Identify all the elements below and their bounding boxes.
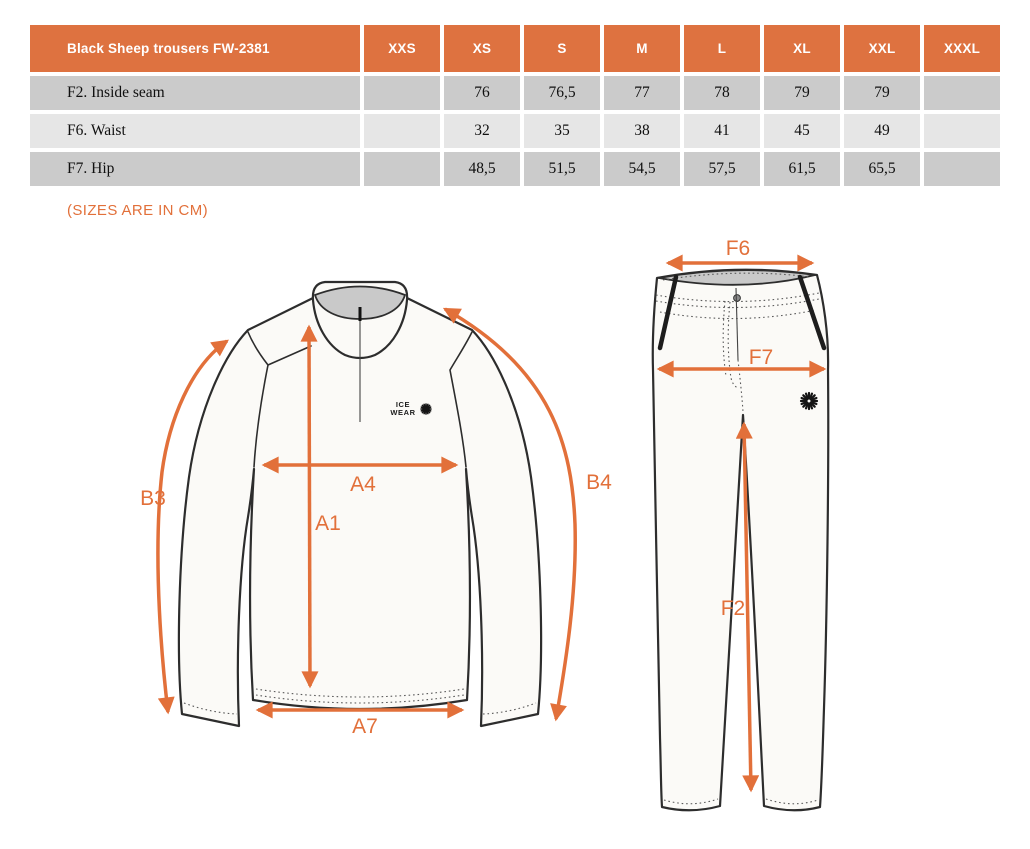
cell-value: 48,5 bbox=[444, 152, 520, 186]
cell-value: 51,5 bbox=[524, 152, 600, 186]
b3-label: B3 bbox=[140, 487, 166, 510]
sweater-measurement-diagram bbox=[135, 262, 630, 749]
logo-line-1: ICE bbox=[395, 400, 411, 409]
a7-label: A7 bbox=[352, 715, 378, 738]
cell-value: 76,5 bbox=[524, 76, 600, 110]
size-header-m: M bbox=[604, 25, 680, 72]
size-header-l: L bbox=[684, 25, 760, 72]
cell-value bbox=[924, 76, 1000, 110]
cell-value: 54,5 bbox=[604, 152, 680, 186]
cell-value bbox=[924, 114, 1000, 148]
f6-label: F6 bbox=[725, 237, 751, 260]
size-header-xxl: XXL bbox=[844, 25, 920, 72]
b4-label: B4 bbox=[586, 471, 612, 494]
cell-value: 76 bbox=[444, 76, 520, 110]
cell-value: 45 bbox=[764, 114, 840, 148]
size-table bbox=[26, 21, 1004, 190]
row-label: F6. Waist bbox=[30, 114, 360, 148]
table-row-waist bbox=[30, 114, 1000, 148]
cell-value: 79 bbox=[764, 76, 840, 110]
table-row-hip bbox=[30, 152, 1000, 186]
cell-value: 65,5 bbox=[844, 152, 920, 186]
row-label: F7. Hip bbox=[30, 152, 360, 186]
cell-value bbox=[364, 152, 440, 186]
size-header-xxxl: XXXL bbox=[924, 25, 1000, 72]
sizes-in-cm-note: (SIZES ARE IN CM) bbox=[67, 202, 208, 219]
cell-value: 35 bbox=[524, 114, 600, 148]
a1-label: A1 bbox=[315, 512, 341, 535]
cell-value: 61,5 bbox=[764, 152, 840, 186]
a4-label: A4 bbox=[350, 473, 376, 496]
cell-value bbox=[364, 76, 440, 110]
f7-label: F7 bbox=[748, 346, 774, 369]
cell-value: 49 bbox=[844, 114, 920, 148]
cell-value: 79 bbox=[844, 76, 920, 110]
size-header-xxs: XXS bbox=[364, 25, 440, 72]
waist-button bbox=[734, 295, 741, 302]
logo-line-2: WEAR bbox=[390, 408, 416, 417]
row-label: F2. Inside seam bbox=[30, 76, 360, 110]
size-header-xl: XL bbox=[764, 25, 840, 72]
cell-value bbox=[924, 152, 1000, 186]
table-row-inside-seam bbox=[30, 76, 1000, 110]
size-header-s: S bbox=[524, 25, 600, 72]
size-header-xs: XS bbox=[444, 25, 520, 72]
trousers-outline bbox=[653, 270, 829, 811]
a1-arrow bbox=[309, 327, 310, 686]
cell-value bbox=[364, 114, 440, 148]
cell-value: 41 bbox=[684, 114, 760, 148]
cell-value: 78 bbox=[684, 76, 760, 110]
cell-value: 77 bbox=[604, 76, 680, 110]
product-title-cell: Black Sheep trousers FW-2381 bbox=[30, 25, 360, 72]
cell-value: 38 bbox=[604, 114, 680, 148]
f2-label: F2 bbox=[720, 597, 746, 620]
cell-value: 57,5 bbox=[684, 152, 760, 186]
cell-value: 32 bbox=[444, 114, 520, 148]
table-header-row bbox=[30, 25, 1000, 72]
snowflake-icon bbox=[421, 404, 431, 414]
trousers-measurement-diagram bbox=[630, 238, 850, 818]
